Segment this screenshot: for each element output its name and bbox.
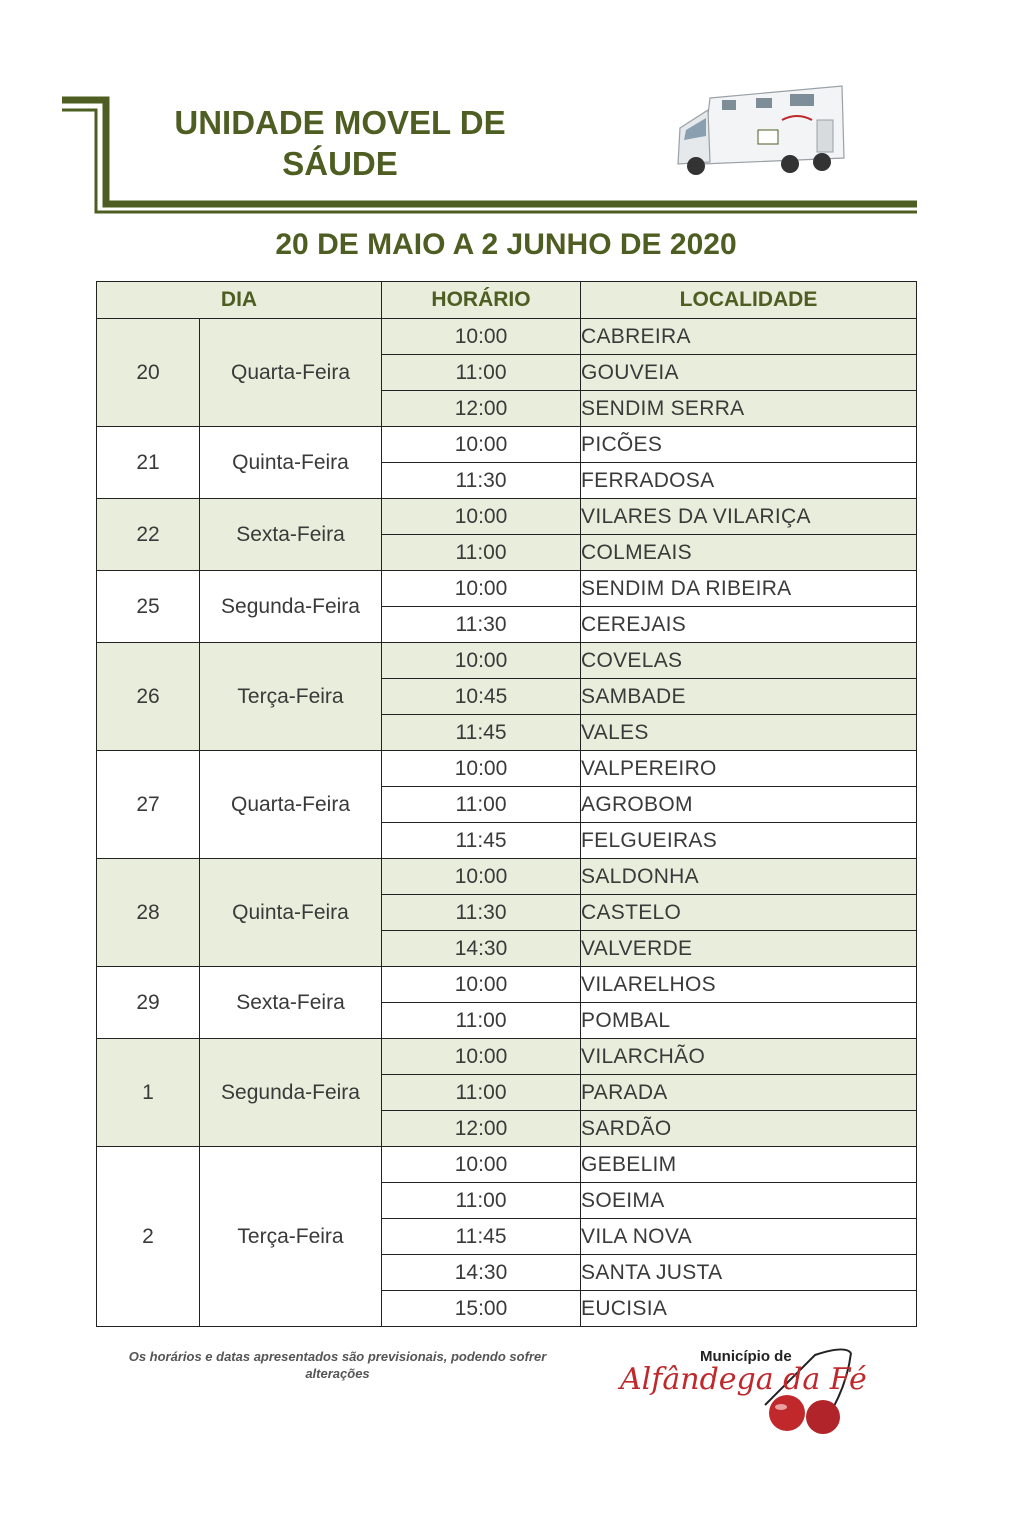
stop-locality: GOUVEIA	[581, 355, 917, 391]
stop-locality: SENDIM SERRA	[581, 391, 917, 427]
table-row	[97, 967, 917, 1003]
stop-locality: VALPEREIRO	[581, 751, 917, 787]
schedule-table	[96, 281, 917, 1327]
stop-locality: SARDÃO	[581, 1111, 917, 1147]
stop-time: 11:45	[382, 823, 581, 859]
table-row	[97, 643, 917, 679]
stop-locality: SAMBADE	[581, 679, 917, 715]
table-row	[97, 751, 917, 787]
day-weekday: Sexta-Feira	[200, 499, 382, 571]
date-range-heading: 20 DE MAIO A 2 JUNHO DE 2020	[275, 228, 737, 261]
stop-locality: FELGUEIRAS	[581, 823, 917, 859]
day-weekday: Terça-Feira	[200, 643, 382, 751]
stop-locality: VILARES DA VILARIÇA	[581, 499, 917, 535]
stop-time: 11:00	[382, 1075, 581, 1111]
table-row	[97, 571, 917, 607]
stop-time: 11:00	[382, 1003, 581, 1039]
stop-locality: FERRADOSA	[581, 463, 917, 499]
table-row	[97, 319, 917, 355]
stop-locality: VILARCHÃO	[581, 1039, 917, 1075]
stop-time: 14:30	[382, 1255, 581, 1291]
stop-time: 11:45	[382, 1219, 581, 1255]
title-line-2: SÁUDE	[282, 145, 398, 182]
stop-locality: VALVERDE	[581, 931, 917, 967]
stop-locality: COVELAS	[581, 643, 917, 679]
logo-municipio-label: Município de	[700, 1348, 792, 1365]
stop-locality: SOEIMA	[581, 1183, 917, 1219]
stop-locality: PARADA	[581, 1075, 917, 1111]
day-weekday: Sexta-Feira	[200, 967, 382, 1039]
stop-time: 11:30	[382, 895, 581, 931]
stop-locality: VALES	[581, 715, 917, 751]
day-weekday: Terça-Feira	[200, 1147, 382, 1327]
stop-time: 12:00	[382, 391, 581, 427]
stop-time: 11:00	[382, 787, 581, 823]
stop-time: 11:30	[382, 607, 581, 643]
day-number: 1	[97, 1039, 200, 1147]
footnote: Os horários e datas apresentados são previsionais, podendo sofrer alterações	[128, 1349, 547, 1381]
stop-locality: CEREJAIS	[581, 607, 917, 643]
col-header-horario: HORÁRIO	[382, 282, 581, 319]
stop-locality: GEBELIM	[581, 1147, 917, 1183]
stop-locality: COLMEAIS	[581, 535, 917, 571]
day-weekday: Quarta-Feira	[200, 751, 382, 859]
day-number: 27	[97, 751, 200, 859]
day-number: 22	[97, 499, 200, 571]
stop-time: 10:00	[382, 1147, 581, 1183]
stop-locality: CASTELO	[581, 895, 917, 931]
stop-time: 10:00	[382, 967, 581, 1003]
stop-time: 14:30	[382, 931, 581, 967]
stop-locality: SANTA JUSTA	[581, 1255, 917, 1291]
table-row	[97, 1039, 917, 1075]
day-number: 25	[97, 571, 200, 643]
day-weekday: Segunda-Feira	[200, 1039, 382, 1147]
col-header-dia: DIA	[97, 282, 382, 319]
stop-locality: VILA NOVA	[581, 1219, 917, 1255]
stop-locality: EUCISIA	[581, 1291, 917, 1327]
stop-time: 10:00	[382, 499, 581, 535]
stop-time: 11:00	[382, 355, 581, 391]
stop-time: 10:00	[382, 1039, 581, 1075]
stop-time: 11:45	[382, 715, 581, 751]
day-weekday: Segunda-Feira	[200, 571, 382, 643]
page-title	[150, 102, 530, 184]
stop-locality: CABREIRA	[581, 319, 917, 355]
day-weekday: Quarta-Feira	[200, 319, 382, 427]
mobile-clinic-van-icon	[672, 80, 850, 180]
stop-locality: SALDONHA	[581, 859, 917, 895]
day-number: 26	[97, 643, 200, 751]
day-number: 21	[97, 427, 200, 499]
stop-time: 10:00	[382, 571, 581, 607]
stop-locality: SENDIM DA RIBEIRA	[581, 571, 917, 607]
stop-locality: AGROBOM	[581, 787, 917, 823]
table-row	[97, 427, 917, 463]
stop-time: 11:00	[382, 1183, 581, 1219]
stop-locality: POMBAL	[581, 1003, 917, 1039]
table-row	[97, 499, 917, 535]
day-number: 28	[97, 859, 200, 967]
table-row	[97, 1147, 917, 1183]
table-row	[97, 859, 917, 895]
logo-script-name: Alfândega da Fé	[620, 1362, 867, 1397]
stop-locality: PICÕES	[581, 427, 917, 463]
stop-time: 10:00	[382, 751, 581, 787]
stop-locality: VILARELHOS	[581, 967, 917, 1003]
day-number: 20	[97, 319, 200, 427]
title-line-1: UNIDADE MOVEL DE	[174, 104, 506, 141]
stop-time: 10:45	[382, 679, 581, 715]
stop-time: 12:00	[382, 1111, 581, 1147]
day-number: 29	[97, 967, 200, 1039]
day-number: 2	[97, 1147, 200, 1327]
stop-time: 11:30	[382, 463, 581, 499]
stop-time: 10:00	[382, 859, 581, 895]
table-header-row	[97, 282, 917, 319]
day-weekday: Quinta-Feira	[200, 859, 382, 967]
stop-time: 11:00	[382, 535, 581, 571]
stop-time: 10:00	[382, 643, 581, 679]
schedule-body	[97, 319, 917, 1327]
col-header-localidade: LOCALIDADE	[581, 282, 917, 319]
day-weekday: Quinta-Feira	[200, 427, 382, 499]
stop-time: 10:00	[382, 319, 581, 355]
stop-time: 10:00	[382, 427, 581, 463]
stop-time: 15:00	[382, 1291, 581, 1327]
